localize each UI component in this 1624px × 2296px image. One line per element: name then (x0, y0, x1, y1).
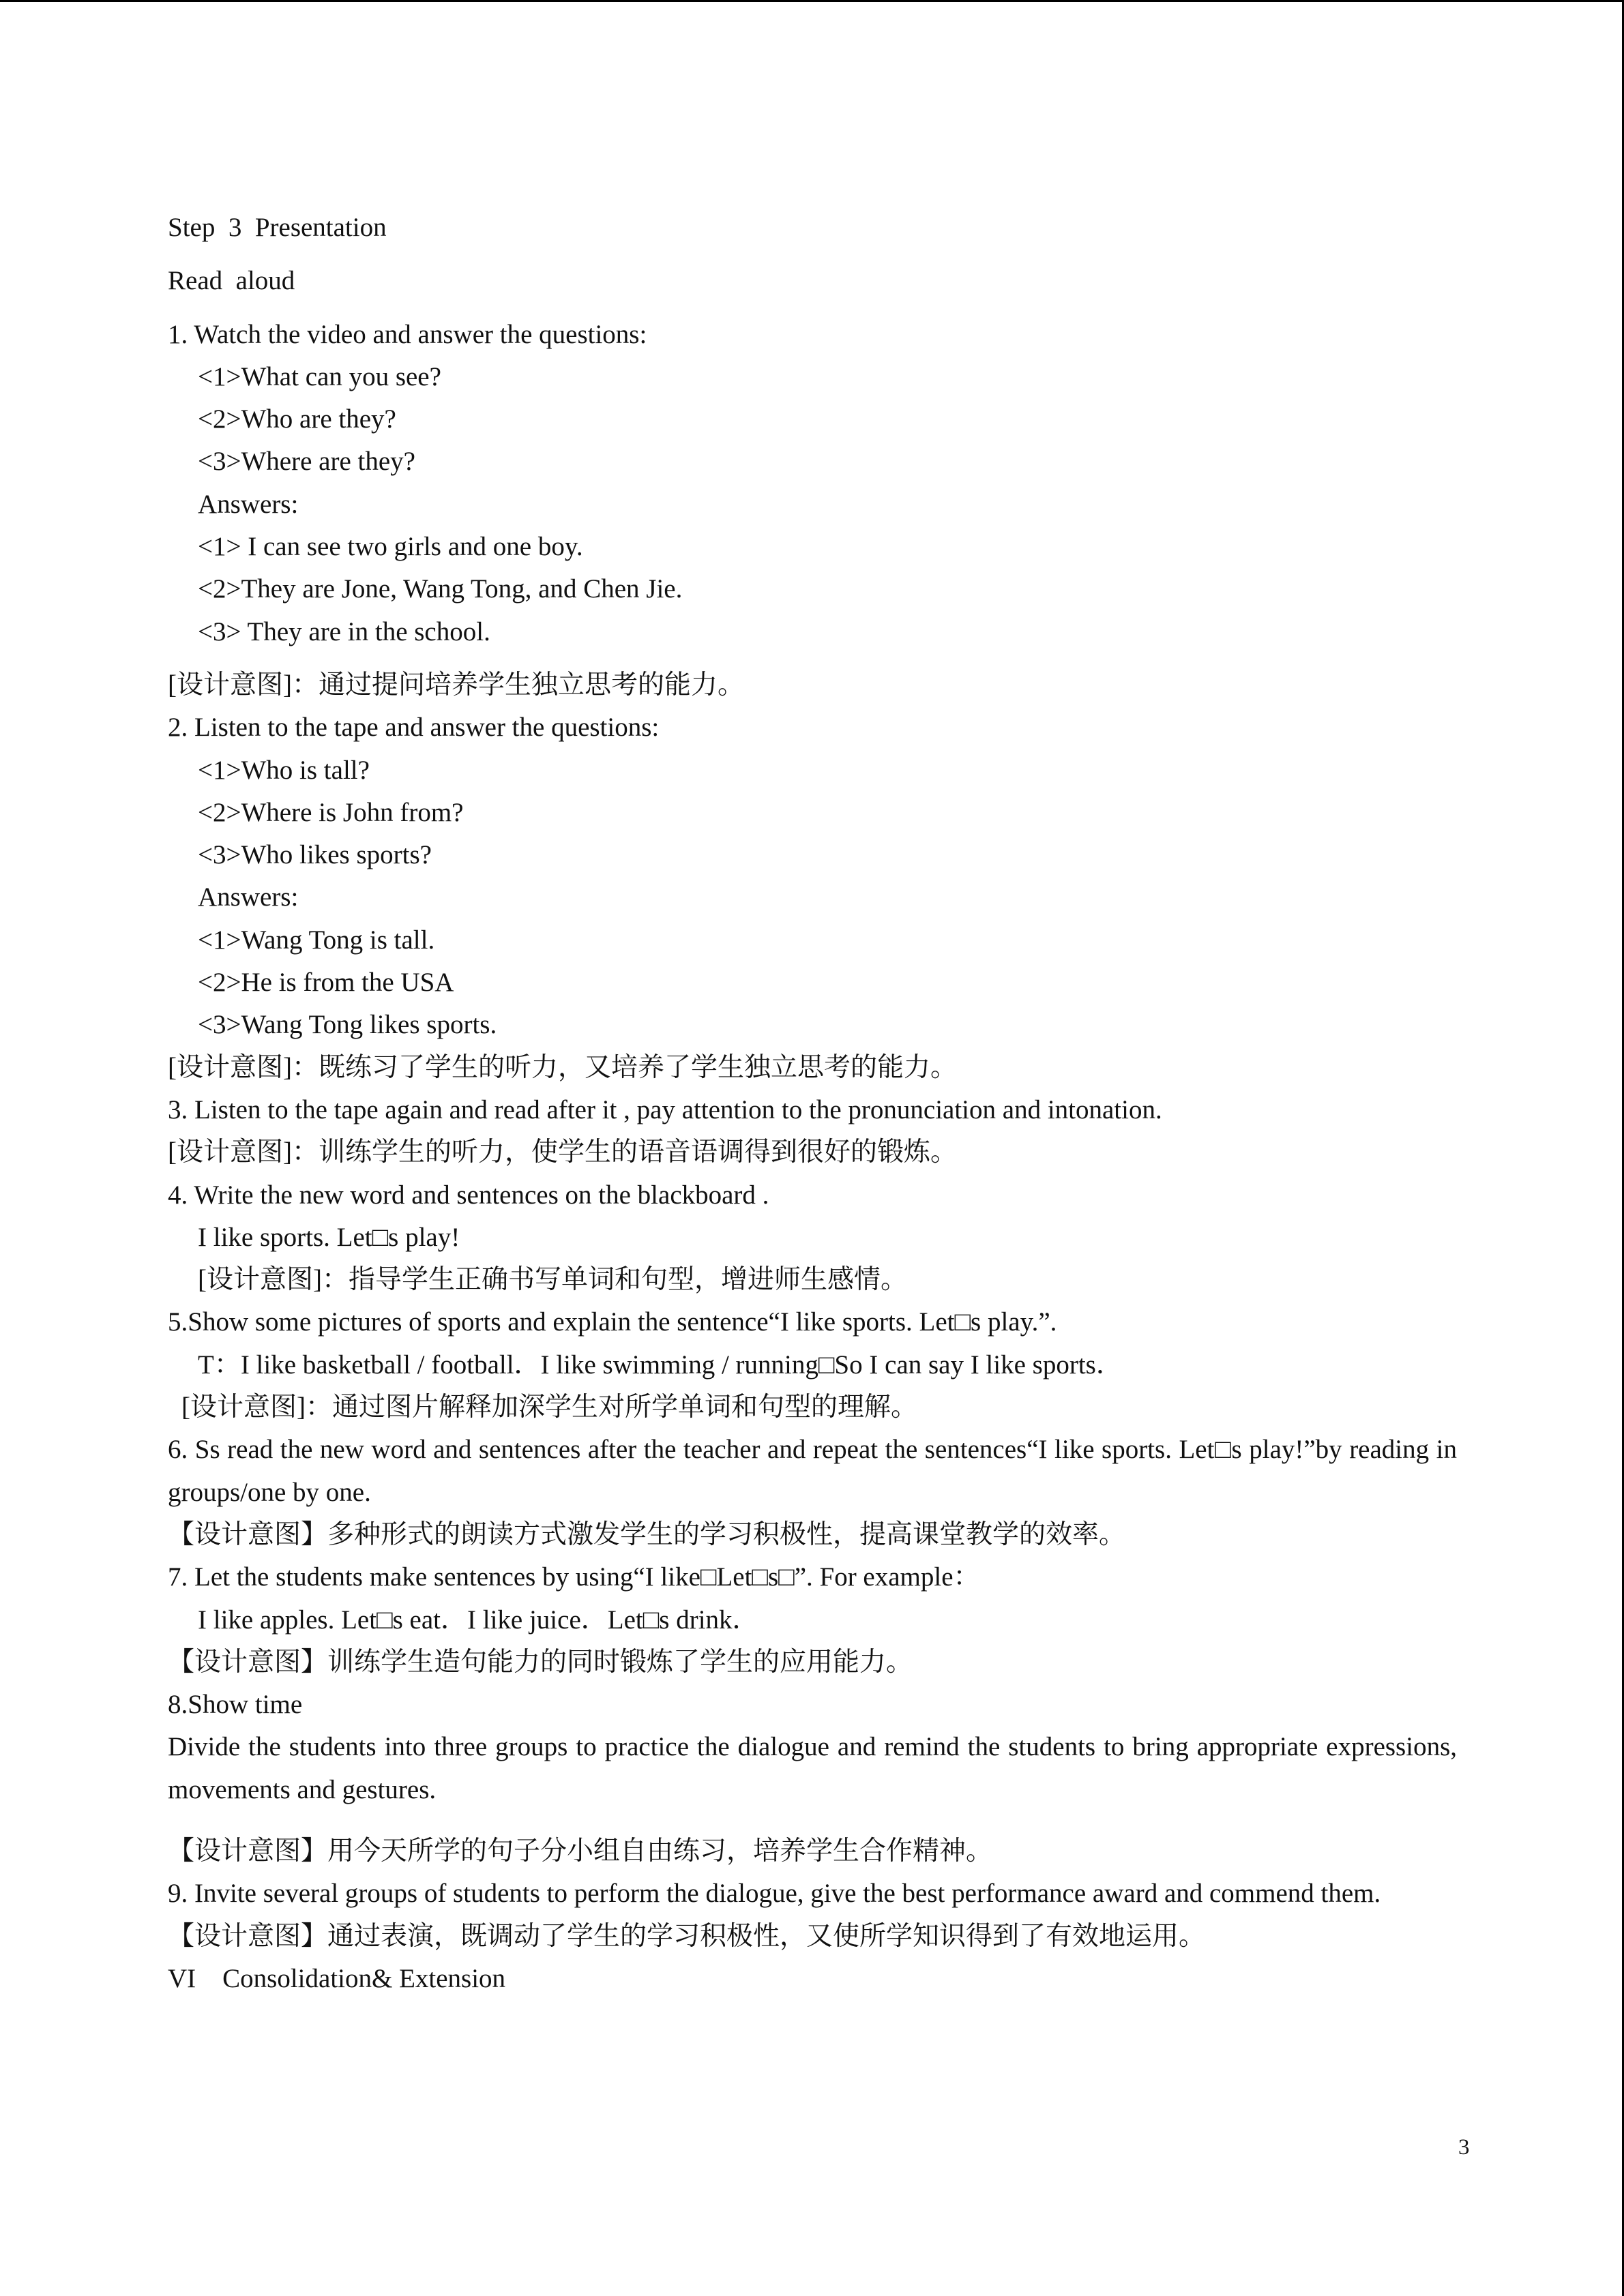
item-9-intent: 【设计意图】通过表演，既调动了学生的学习积极性，又使所学知识得到了有效地运用。 (168, 1921, 1206, 1951)
item-9-title: 9. Invite several groups of students to perform the dialogue, give the best performance award and commend them. (168, 1879, 1381, 1909)
item-1-question: <1>What can you see? (198, 361, 441, 391)
page-number: 3 (1458, 2135, 1470, 2160)
item-1-question: <3>Where are they? (198, 447, 415, 477)
step-heading: Step 3 Presentation (168, 213, 387, 242)
item-4-title: 4. Write the new word and sentences on the blackboard . (168, 1180, 769, 1210)
item-1-question: <2>Who are they? (198, 404, 396, 434)
item-2-question: <2>Where is John from? (198, 797, 464, 827)
item-2-answer: <1>Wang Tong is tall. (198, 925, 435, 955)
item-5-intent: [设计意图]：通过图片解释加深学生对所学单词和句型的理解。 (181, 1392, 917, 1422)
item-4-intent: [设计意图]：指导学生正确书写单词和句型，增进师生感情。 (198, 1265, 907, 1295)
item-2-question: <1>Who is tall? (198, 755, 370, 785)
item-1-answers-label: Answers: (198, 489, 299, 519)
item-2-answers-label: Answers: (198, 882, 299, 912)
item-3-intent: [设计意图]：训练学生的听力，使学生的语音语调得到很好的锻炼。 (168, 1137, 957, 1167)
item-2-answer: <2>He is from the USA (198, 968, 454, 998)
section-vi-heading: VI Consolidation& Extension (168, 1963, 506, 1993)
item-2-answer: <3>Wang Tong likes sports. (198, 1010, 497, 1040)
item-8-intent: 【设计意图】用今天所学的句子分小组自由练习，培养学生合作精神。 (168, 1836, 993, 1866)
item-5-title: 5.Show some pictures of sports and explain the sentence“I like sports. Let□s play.”. (168, 1307, 1057, 1337)
item-7-intent: 【设计意图】训练学生造句能力的同时锻炼了学生的应用能力。 (168, 1647, 913, 1677)
item-2-question: <3>Who likes sports? (198, 840, 432, 870)
page-content (168, 207, 1464, 2000)
item-1-title: 1. Watch the video and answer the questions: (168, 319, 647, 349)
item-1-answer: <3> They are in the school. (198, 616, 490, 646)
item-7-example: I like apples. Let□s eat．I like juice．Let□s drink． (198, 1605, 759, 1635)
read-aloud-heading: Read aloud (168, 266, 295, 296)
item-8-title: 8.Show time (168, 1690, 303, 1720)
item-6-intent: 【设计意图】多种形式的朗读方式激发学生的学习积极性，提高课堂教学的效率。 (168, 1519, 1126, 1549)
item-1-answer: <2>They are Jone, Wang Tong, and Chen Jie. (198, 574, 683, 604)
item-4-example: I like sports. Let□s play! (198, 1222, 460, 1252)
item-1-answer: <1> I can see two girls and one boy. (198, 532, 583, 562)
item-5-example: T：I like basketball / football．I like swimming / running□So I can say I like sports． (198, 1350, 1123, 1380)
item-8-body: Divide the students into three groups to practice the dialogue and remind the students to bring appropriate expressions, movements and gestures. (168, 1732, 1464, 1804)
item-7-title: 7. Let the students make sentences by using“I like□Let□s□”. For example： (168, 1562, 980, 1592)
item-2-title: 2. Listen to the tape and answer the questions: (168, 713, 660, 743)
item-3-title: 3. Listen to the tape again and read after it , pay attention to the pronunciation and intonation. (168, 1094, 1162, 1124)
item-6-title: 6. Ss read the new word and sentences after the teacher and repeat the sentences“I like sports. Let□s play!”by reading in groups/one by one. (168, 1435, 1464, 1507)
item-1-intent: [设计意图]：通过提问培养学生独立思考的能力。 (168, 670, 744, 700)
item-2-intent: [设计意图]：既练习了学生的听力，又培养了学生独立思考的能力。 (168, 1052, 957, 1082)
